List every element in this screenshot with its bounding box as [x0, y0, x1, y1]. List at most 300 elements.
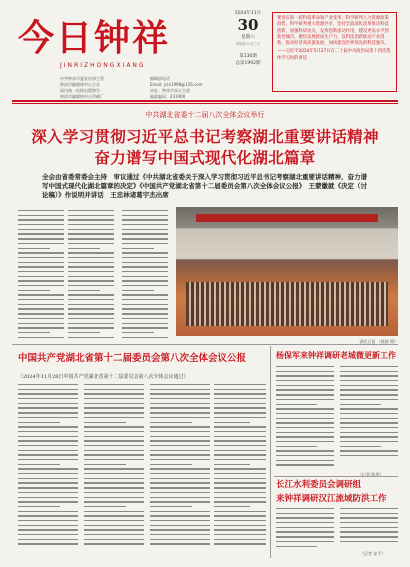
issue-no: 第130期	[239, 54, 257, 59]
text-line	[18, 224, 64, 225]
text-line	[122, 210, 168, 211]
publisher-line: 中共钟祥市委宣传部主管	[60, 76, 104, 81]
text-line	[18, 501, 78, 502]
text-line	[150, 459, 210, 460]
main-headline: 深入学习贯彻习近平总书记考察湖北重要讲话精神	[31, 128, 379, 146]
text-line	[340, 394, 398, 395]
text-line	[214, 426, 266, 427]
text-line	[340, 418, 398, 419]
text-line	[18, 431, 78, 432]
text-line	[214, 436, 266, 437]
publisher-line: 钟祥市融媒体中心印刷厂	[60, 94, 104, 99]
text-line	[150, 407, 210, 408]
text-line	[276, 422, 334, 423]
text-line	[18, 506, 60, 507]
text-line	[276, 517, 334, 518]
text-line	[214, 482, 266, 483]
text-line	[18, 229, 64, 230]
text-line	[84, 492, 144, 493]
text-line	[18, 412, 78, 413]
text-line	[214, 473, 266, 474]
text-line	[18, 285, 64, 286]
text-line	[150, 468, 210, 469]
text-line	[84, 389, 144, 390]
text-line	[122, 266, 168, 267]
text-line	[214, 398, 266, 399]
text-line	[18, 450, 78, 451]
text-line	[68, 215, 114, 216]
text-line	[122, 238, 168, 239]
text-line	[150, 478, 210, 479]
text-line	[150, 403, 210, 404]
text-line	[18, 398, 78, 399]
text-line	[276, 441, 334, 442]
text-line	[214, 534, 266, 535]
text-line	[84, 426, 144, 427]
text-line	[18, 290, 50, 291]
text-line	[18, 233, 64, 234]
text-line	[84, 422, 126, 423]
text-line	[150, 543, 210, 544]
text-line	[214, 529, 266, 530]
text-line	[150, 412, 210, 413]
text-line	[68, 238, 114, 239]
text-line	[150, 389, 210, 390]
publisher-line: 国内统一连续出版物号	[60, 88, 100, 93]
text-line	[18, 332, 50, 333]
text-line	[68, 327, 114, 328]
text-line	[340, 527, 398, 528]
text-line	[18, 308, 64, 309]
text-line	[214, 403, 266, 404]
contact-meta	[150, 76, 230, 100]
text-line	[68, 290, 100, 291]
text-line	[84, 431, 144, 432]
text-line	[122, 233, 168, 234]
contact-line: Email: jrzx1998@126.com	[150, 82, 203, 87]
text-line	[214, 492, 266, 493]
text-line	[68, 337, 114, 338]
publisher-meta	[60, 76, 128, 100]
text-line	[214, 520, 266, 521]
text-line	[276, 394, 334, 395]
text-line	[122, 337, 168, 338]
article-column	[276, 366, 334, 469]
text-line	[276, 436, 334, 437]
text-line	[84, 436, 144, 437]
text-line	[68, 276, 114, 277]
text-line	[340, 389, 398, 390]
text-line	[122, 276, 168, 277]
text-line	[68, 304, 114, 305]
article-column	[340, 508, 398, 546]
text-line	[68, 219, 114, 220]
text-line	[340, 517, 398, 518]
text-line	[68, 243, 114, 244]
side-headline-2-line2: 来钟祥调研汉江流域防洪工作	[276, 494, 387, 504]
article-column	[340, 366, 398, 460]
text-line	[122, 229, 168, 230]
text-line	[214, 389, 266, 390]
text-line	[18, 422, 60, 423]
text-line	[18, 280, 64, 281]
date-lunar: 甲辰年十月三十	[235, 42, 261, 46]
text-line	[18, 539, 78, 540]
text-line	[340, 436, 398, 437]
text-line	[276, 446, 317, 447]
text-line	[276, 389, 334, 390]
text-line	[68, 252, 114, 253]
text-line	[122, 219, 168, 220]
issue-number	[233, 53, 263, 67]
text-line	[18, 426, 78, 427]
text-line	[150, 492, 210, 493]
text-line	[340, 380, 398, 381]
article-column	[276, 508, 334, 550]
text-line	[68, 294, 114, 295]
text-line	[122, 308, 168, 309]
byline: （记者 宋平）	[360, 551, 386, 556]
text-line	[340, 455, 398, 456]
text-line	[150, 426, 210, 427]
text-line	[18, 459, 78, 460]
text-line	[84, 417, 144, 418]
text-line	[214, 497, 266, 498]
text-line	[68, 299, 114, 300]
text-line	[18, 464, 60, 465]
text-line	[276, 371, 334, 372]
text-line	[340, 513, 398, 514]
text-line	[214, 543, 266, 544]
side-headline-2: 长江水利委员会调研组	[276, 480, 362, 490]
text-line	[122, 290, 154, 291]
text-line	[122, 294, 168, 295]
article-column	[214, 384, 266, 548]
text-line	[84, 478, 144, 479]
text-line	[18, 252, 64, 253]
text-line	[84, 459, 144, 460]
text-line	[214, 417, 266, 418]
text-line	[84, 506, 126, 507]
text-line	[214, 464, 250, 465]
text-line	[214, 384, 266, 385]
text-line	[68, 210, 114, 211]
text-line	[18, 266, 64, 267]
headline-kicker: 中共湖北省委十二届八次全体会议举行	[145, 111, 265, 119]
text-line	[150, 436, 210, 437]
date-block	[233, 10, 263, 67]
text-line	[340, 450, 398, 451]
text-line	[340, 536, 398, 537]
text-line	[214, 478, 266, 479]
article-column	[68, 210, 114, 341]
article-column	[122, 210, 168, 341]
text-line	[150, 529, 210, 530]
date-year: 2024年11月	[234, 11, 262, 16]
text-line	[214, 431, 266, 432]
text-line	[150, 539, 210, 540]
text-line	[214, 450, 266, 451]
text-line	[150, 501, 210, 502]
text-line	[84, 450, 144, 451]
text-line	[68, 262, 114, 263]
text-line	[340, 408, 398, 409]
text-line	[68, 313, 114, 314]
column-divider	[270, 346, 271, 558]
publisher-line: 钟祥市融媒体中心主办	[60, 82, 100, 87]
text-line	[276, 380, 334, 381]
text-line	[18, 262, 64, 263]
text-line	[84, 487, 144, 488]
text-line	[18, 243, 64, 244]
total-issue-no: 总第1992期	[235, 61, 261, 66]
text-line	[84, 384, 144, 385]
text-line	[150, 464, 192, 465]
text-line	[340, 441, 398, 442]
text-line	[18, 337, 64, 338]
text-line	[214, 393, 266, 394]
text-line	[150, 497, 210, 498]
text-line	[84, 398, 144, 399]
text-line	[122, 304, 168, 305]
text-line	[276, 450, 334, 451]
communique-headline: 中国共产党湖北省第十二届委员会第八次全体会议公报	[18, 353, 247, 364]
text-line	[276, 464, 334, 465]
text-line	[18, 248, 50, 249]
text-line	[122, 323, 168, 324]
header-rule	[12, 100, 398, 102]
text-line	[18, 492, 78, 493]
text-line	[214, 422, 250, 423]
text-line	[276, 404, 317, 405]
text-line	[18, 257, 64, 258]
text-line	[214, 440, 266, 441]
text-line	[340, 371, 398, 372]
text-line	[340, 413, 398, 414]
text-line	[18, 304, 64, 305]
text-line	[84, 529, 144, 530]
text-line	[18, 299, 64, 300]
text-line	[276, 513, 334, 514]
text-line	[84, 440, 144, 441]
text-line	[150, 440, 210, 441]
text-line	[150, 384, 210, 385]
text-line	[18, 520, 78, 521]
text-line	[340, 404, 381, 405]
text-line	[84, 468, 144, 469]
text-line	[122, 327, 168, 328]
text-line	[84, 473, 144, 474]
text-line	[18, 525, 78, 526]
header-rule-thin	[12, 103, 398, 104]
quote-text: 要进应新一轮科技革命和产业变革，科学研判人力资源政策趋势，科学研判重大资源共享，坚持全面深化改革推动科技创新，加强科研攻关，发挥创新驱动作用，建设更高水平创新型城市，聚焦发展新质生产力，以科技创新推动产业创新，推动经济高质量发展，加快建设世界领先的科技强市。	[277, 16, 389, 47]
contact-line: 编辑部电话	[150, 76, 170, 81]
text-line	[18, 511, 78, 512]
text-line	[18, 389, 78, 390]
text-line	[18, 294, 64, 295]
text-line	[276, 508, 334, 509]
text-line	[276, 413, 334, 414]
text-line	[150, 431, 210, 432]
text-line	[18, 393, 78, 394]
text-line	[150, 398, 210, 399]
text-line	[214, 407, 266, 408]
text-line	[122, 224, 168, 225]
text-line	[150, 525, 210, 526]
side-divider	[274, 476, 398, 477]
byline: （记者 陈勇）	[358, 472, 384, 477]
text-line	[18, 497, 78, 498]
text-line	[84, 393, 144, 394]
text-line	[18, 454, 78, 455]
text-line	[276, 408, 334, 409]
text-line	[122, 299, 168, 300]
text-line	[18, 318, 64, 319]
text-line	[150, 445, 210, 446]
text-line	[18, 445, 78, 446]
text-line	[68, 257, 114, 258]
article-column	[18, 210, 64, 341]
masthead-logo: 今日钟祥	[18, 17, 171, 59]
text-line	[150, 511, 210, 512]
text-line	[214, 539, 266, 540]
text-line	[276, 546, 317, 547]
article-column	[150, 384, 210, 548]
text-line	[122, 252, 168, 253]
photo-audience	[186, 282, 388, 326]
text-line	[18, 478, 78, 479]
text-line	[150, 422, 192, 423]
text-line	[18, 323, 64, 324]
text-line	[214, 468, 266, 469]
text-line	[214, 511, 266, 512]
text-line	[18, 313, 64, 314]
text-line	[340, 522, 398, 523]
text-line	[84, 501, 144, 502]
text-line	[214, 525, 266, 526]
text-line	[18, 529, 78, 530]
text-line	[68, 248, 100, 249]
text-line	[18, 417, 78, 418]
text-line	[214, 459, 266, 460]
text-line	[18, 482, 78, 483]
text-line	[68, 332, 100, 333]
text-line	[84, 534, 144, 535]
text-line	[276, 375, 334, 376]
text-line	[340, 508, 398, 509]
text-line	[276, 455, 334, 456]
text-line	[68, 285, 114, 286]
text-line	[214, 412, 266, 413]
text-line	[122, 280, 168, 281]
text-line	[122, 248, 154, 249]
text-line	[122, 332, 154, 333]
contact-line: 社址：钟祥市承天大道	[150, 88, 190, 93]
text-line	[276, 432, 334, 433]
text-line	[68, 323, 114, 324]
text-line	[84, 454, 144, 455]
article-column	[18, 384, 78, 548]
text-line	[150, 520, 210, 521]
main-headline-line2: 奋力谱写中国式现代化湖北篇章	[94, 149, 316, 167]
text-line	[340, 541, 398, 542]
text-line	[340, 432, 398, 433]
text-line	[214, 445, 266, 446]
text-line	[84, 407, 144, 408]
text-line	[276, 460, 334, 461]
text-line	[84, 403, 144, 404]
contact-line: 邮政编码：431900	[150, 94, 186, 99]
photo-caption: 湖北日报 （姚毅 摄）	[359, 339, 398, 344]
text-line	[340, 446, 381, 447]
text-line	[18, 215, 64, 216]
text-line	[276, 385, 334, 386]
text-line	[150, 450, 210, 451]
text-line	[68, 266, 114, 267]
text-line	[122, 285, 168, 286]
text-line	[340, 385, 398, 386]
text-line	[150, 487, 210, 488]
text-line	[276, 536, 334, 537]
text-line	[18, 271, 64, 272]
text-line	[276, 427, 334, 428]
text-line	[18, 487, 78, 488]
text-line	[340, 531, 398, 532]
text-line	[84, 511, 144, 512]
text-line	[276, 541, 334, 542]
text-line	[84, 520, 144, 521]
text-line	[68, 229, 114, 230]
text-line	[68, 308, 114, 309]
text-line	[150, 515, 210, 516]
text-line	[276, 527, 334, 528]
text-line	[84, 445, 144, 446]
masthead-pinyin: JINRIZHONGXIANG	[60, 62, 146, 69]
text-line	[18, 327, 64, 328]
text-line	[18, 534, 78, 535]
text-line	[18, 515, 78, 516]
text-line	[214, 487, 266, 488]
text-line	[68, 224, 114, 225]
headline-summary: 全会由省委常委会主持 审议通过《中共湖北省委关于深入学习贯彻习近平总书记考察湖北重要讲话精神、奋力谱写中国式现代化湖北篇章的决定》《中国共产党湖北省第十二届委员会第八次全体会议公报》 王蒙徽就《决定（讨论稿）》作说明并讲话 王忠林诸葛宇杰出席	[42, 173, 367, 199]
text-line	[18, 468, 78, 469]
quote-box	[272, 12, 397, 92]
text-line	[84, 525, 144, 526]
text-line	[122, 215, 168, 216]
text-line	[340, 427, 398, 428]
date-day: 30	[237, 16, 259, 34]
text-line	[84, 497, 144, 498]
text-line	[214, 501, 266, 502]
text-line	[18, 543, 78, 544]
text-line	[276, 531, 334, 532]
communique-subtitle: （2024年11月28日中国共产党湖北省第十二届委员会第八次全体会议通过）	[18, 374, 189, 380]
text-line	[84, 412, 144, 413]
text-line	[214, 515, 266, 516]
text-line	[84, 464, 126, 465]
text-line	[18, 384, 78, 385]
text-line	[150, 473, 210, 474]
text-line	[340, 375, 398, 376]
text-line	[214, 506, 250, 507]
side-headline: 杨保军来钟祥调研老城微更新工作	[276, 350, 396, 360]
text-line	[18, 403, 78, 404]
text-line	[122, 271, 168, 272]
text-line	[122, 318, 168, 319]
text-line	[340, 399, 398, 400]
text-line	[340, 422, 398, 423]
text-line	[276, 399, 334, 400]
